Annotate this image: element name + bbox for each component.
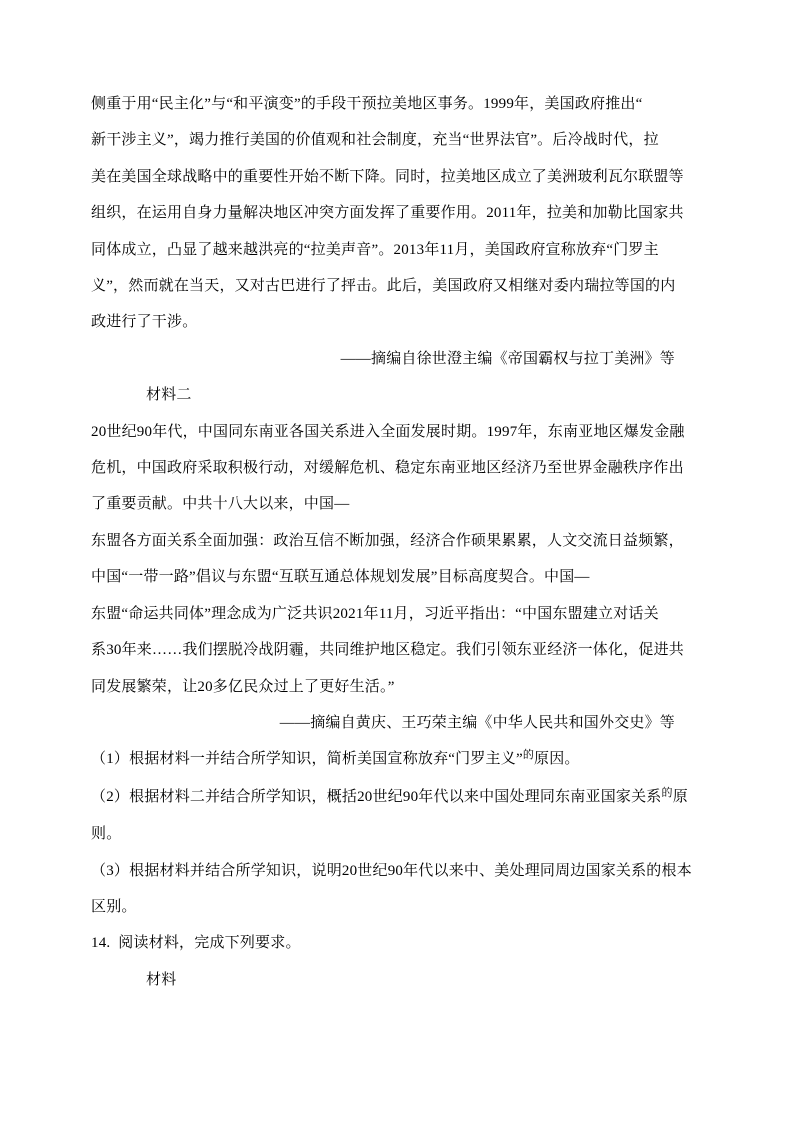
item-14-heading: 14. 阅读材料，完成下列要求。 xyxy=(91,935,301,952)
material-two-text-line: 中国“一带一路”倡议与东盟“互联互通总体规划发展”目标高度契合。中国— xyxy=(91,569,590,586)
material-one-text-line: 组织，在运用自身力量解决地区冲突方面发挥了重要作用。2011年，拉美和加勒比国家共 xyxy=(91,205,684,222)
question-2-tail: 原 xyxy=(672,788,688,805)
material-one-text-line: 新干涉主义”，竭力推行美国的价值观和社会制度，充当“世界法官”。后冷战时代，拉 xyxy=(91,132,659,149)
material-two-text-line: 危机，中国政府采取积极行动，对缓解危机、稳定东南亚地区经济乃至世界金融秩序作出 xyxy=(91,460,684,477)
question-1-tail: 原因。 xyxy=(534,751,580,768)
material-one-text-line: 政进行了干涉。 xyxy=(91,314,198,331)
material-one-text-line: 同体成立，凸显了越来越洪亮的“拉美声音”。2013年11月，美国政府宣称放弃“门罗主 xyxy=(91,241,659,258)
question-2 xyxy=(91,779,703,816)
question-1-raised-char: 的 xyxy=(522,749,535,762)
material-two-text-line: 20世纪90年代，中国同东南亚各国关系进入全面发展时期。1997年，东南亚地区爆发金融 xyxy=(91,423,685,440)
question-2-raised-char: 的 xyxy=(661,786,673,799)
material-two-label: 材料二 xyxy=(146,387,192,404)
question-2-continuation: 则。 xyxy=(91,826,122,843)
question-3: （3）根据材料并结合所学知识，说明20世纪90年代以来中、美处理同周边国家关系的根本 xyxy=(91,862,692,879)
question-3-continuation: 区别。 xyxy=(91,898,137,915)
material-one-text-line: 侧重于用“民主化”与“和平演变”的手段干预拉美地区事务。1999年，美国政府推出“ xyxy=(91,96,643,112)
material-two-text-line: 系30年来……我们摆脱冷战阴霾，共同维护地区稳定。我们引领东亚经济一体化，促进共 xyxy=(91,642,685,659)
material-one-source: ——摘编自徐世澄主编《帝国霸权与拉丁美洲》等 xyxy=(340,350,675,367)
material-two-text-line: 东盟“命运共同体”理念成为广泛共识2021年11月，习近平指出：“中国东盟建立对话关 xyxy=(91,605,659,622)
material-one-text-line: 美在美国全球战略中的重要性开始不断下降。同时，拉美地区成立了美洲玻利瓦尔联盟等 xyxy=(91,168,684,185)
text-block xyxy=(91,86,703,998)
question-1-text: （1）根据材料一并结合所学知识，简析美国宣称放弃“门罗主义” xyxy=(91,751,523,768)
material-two-source: ——摘编自黄庆、王巧荣主编《中华人民共和国外交史》等 xyxy=(279,714,675,731)
material-one-text-line: 义”，然而就在当天，又对古巴进行了抨击。此后，美国政府又相继对委内瑞拉等国的内 xyxy=(91,278,676,295)
material-label: 材料 xyxy=(146,971,177,988)
material-two-text-line: 东盟各方面关系全面加强：政治互信不断加强，经济合作硕果累累，人文交流日益频繁， xyxy=(91,532,684,549)
material-two-text-line: 同发展繁荣，让20多亿民众过上了更好生活。” xyxy=(91,678,395,695)
question-1 xyxy=(91,741,703,778)
material-two-text-line: 了重要贡献。中共十八大以来，中国— xyxy=(91,496,350,513)
question-2-text: （2）根据材料二并结合所学知识，概括20世纪90年代以来中国处理同东南亚国家关系 xyxy=(91,788,662,805)
